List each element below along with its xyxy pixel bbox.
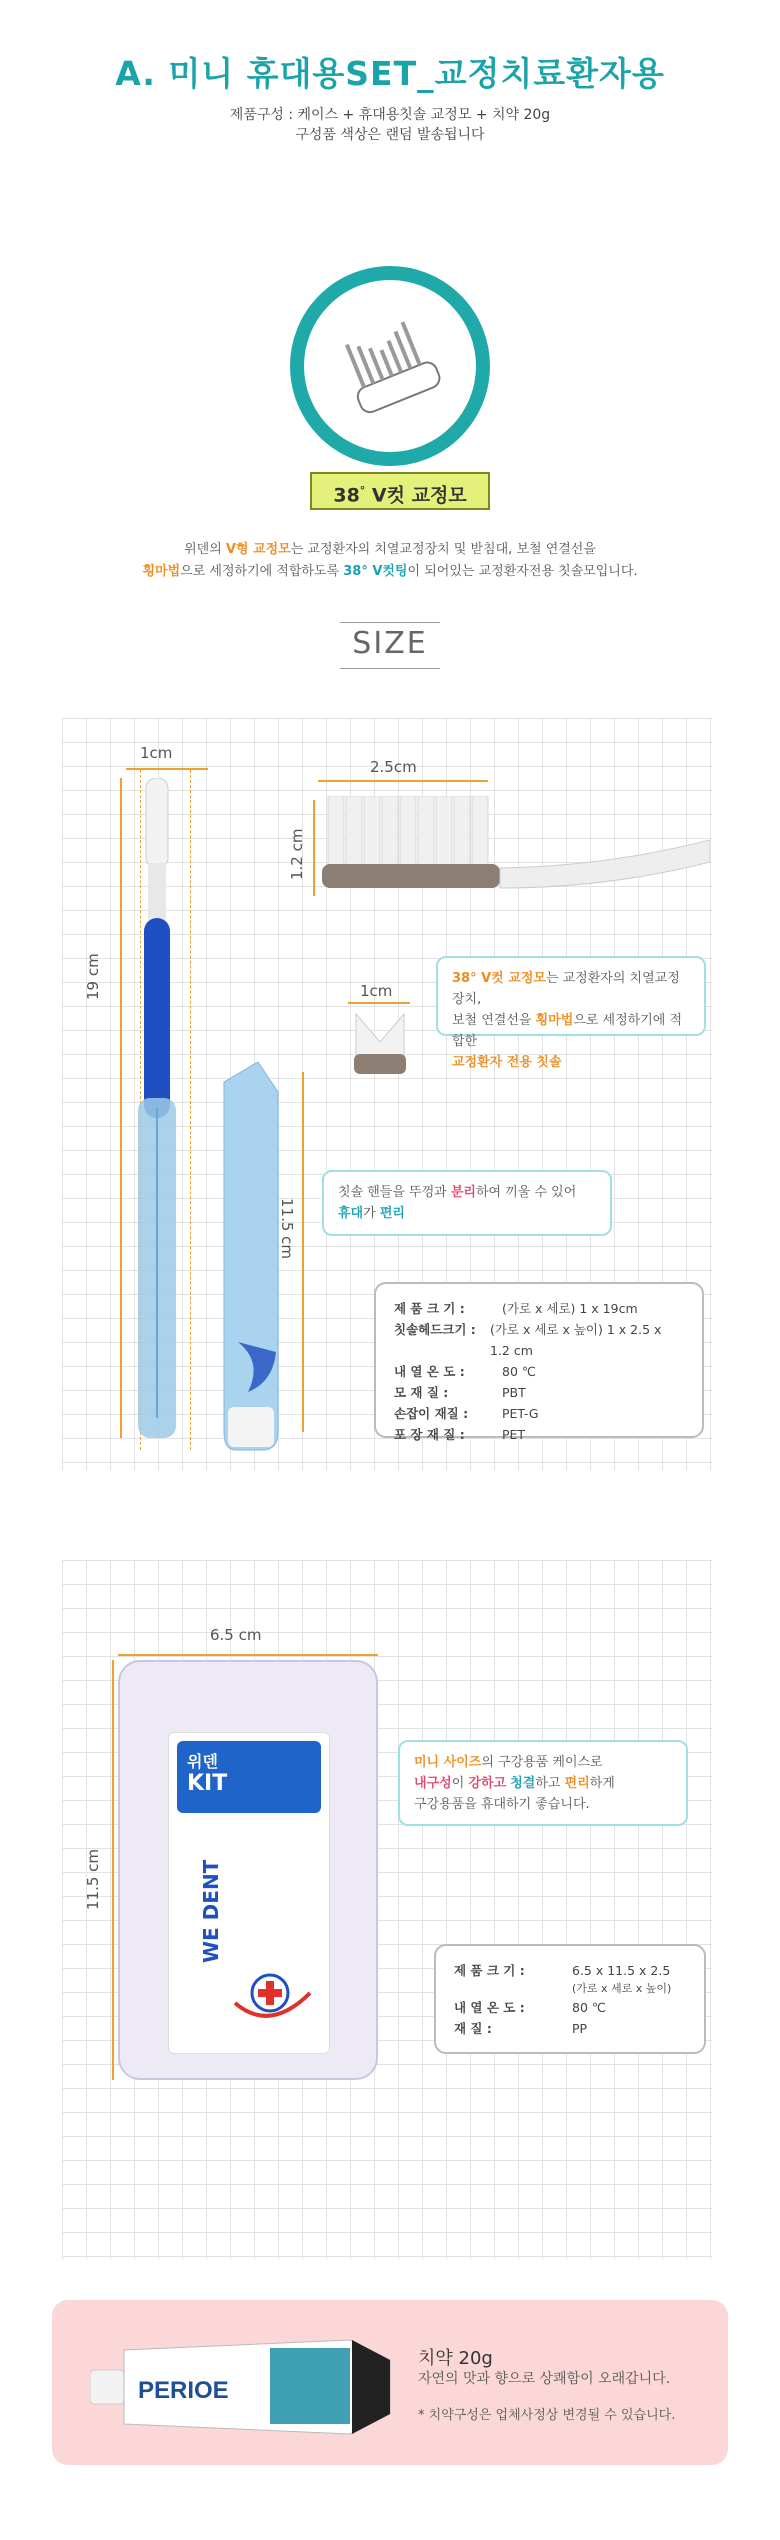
case-width-label: 6.5 cm: [210, 1626, 262, 1644]
case-image: [118, 1660, 378, 2080]
brand-logo: WE DENT: [199, 1859, 223, 1963]
handle-callout: 칫솔 핸들을 뚜껑과 분리하여 끼울 수 있어 휴대가 편리: [322, 1170, 612, 1236]
spec-row: 제 품 크 기 : (가로 x 세로) 1 x 19cm: [394, 1301, 638, 1316]
brush-width-label: 1cm: [140, 744, 173, 762]
feature-desc-line1: 위덴의 V형 교정모는 교정환자의 치열교정장치 및 받침대, 보철 연결선을: [184, 542, 596, 557]
spec-row: 내 열 온 도 : 80 ℃: [454, 2000, 606, 2015]
case-height-label: 11.5 cm: [84, 1848, 102, 1910]
color-note: 구성품 색상은 랜덤 발송됩니다: [295, 127, 485, 143]
case-length-line: [302, 1072, 304, 1432]
case-length-label: 11.5 cm: [278, 1198, 296, 1260]
brush-head-image: [318, 796, 710, 904]
spec-row: 모 재 질 : PBT: [394, 1385, 526, 1400]
head-height-line: [313, 800, 315, 896]
tip-width-line: [348, 1002, 410, 1004]
toothpaste-image: [90, 2330, 400, 2440]
v-cut-tip-image: [352, 1006, 408, 1076]
feature-desc-line2: 횡마법으로 세정하기에 적합하도록 38° V컷팅이 되어있는 교정환자전용 칫솔모입니다.: [142, 564, 638, 579]
spec-row: 내 열 온 도 : 80 ℃: [394, 1364, 536, 1379]
kit-title-en: KIT: [187, 1771, 228, 1796]
toothpaste-title: 치약 20g: [418, 2348, 493, 2369]
kit-title-kr: 위덴: [187, 1752, 218, 1771]
bristle-icon-circle: [290, 266, 490, 466]
v-cut-callout: 38° V컷 교정모는 교정환자의 치열교정장치, 보철 연결선을 횡마법으로 세정하기에 적합한 교정환자 전용 칫솔: [436, 956, 706, 1036]
head-width-label: 2.5cm: [370, 758, 417, 776]
spec-row: 제 품 크 기 : 6.5 x 11.5 x 2.5: [454, 1963, 671, 1978]
case-height-line: [112, 1660, 114, 2080]
toothbrush-image: [126, 778, 206, 1448]
toothpaste-brand: PERIOE: [138, 2377, 229, 2404]
brush-length-label: 19 cm: [84, 953, 102, 1000]
spec-row: 포 장 재 질 : PET: [394, 1427, 526, 1442]
page-title: A. 미니 휴대용SET_교정치료환자용: [115, 54, 665, 93]
spec-row: 손잡이 재질 : PET-G: [394, 1406, 539, 1421]
toothpaste-note: * 치약구성은 업체사정상 변경될 수 있습니다.: [418, 2408, 676, 2423]
toothbrush-spec-box: [374, 1282, 704, 1442]
heart-cross-icon: [225, 1963, 315, 2033]
spec-row: 재 질 : PP: [454, 2021, 588, 2036]
v-cut-badge: 38° V컷 교정모: [310, 472, 490, 510]
brush-width-line: [126, 768, 208, 770]
spec-row: (가로 x 세로 x 높이): [572, 1982, 672, 1995]
kit-header: [177, 1741, 321, 1813]
composition-text: 제품구성 : 케이스 + 휴대용칫솔 교정모 + 치약 20g: [229, 107, 551, 123]
v-cut-bristle-icon: [304, 280, 476, 452]
case-spec-box: [434, 1944, 706, 2054]
size-heading: SIZE: [352, 626, 428, 661]
size-line-bottom: [340, 668, 440, 669]
spec-row: 칫솔헤드크기 : (가로 x 세로 x 높이) 1 x 2.5 x 1.2 cm: [394, 1322, 662, 1358]
brush-length-line: [120, 778, 122, 1438]
toothpaste-desc: 자연의 맛과 향으로 상쾌함이 오래갑니다.: [418, 2371, 671, 2387]
case-width-line: [118, 1654, 378, 1656]
toothbrush-case-image: [218, 1062, 284, 1452]
head-height-label: 1.2 cm: [288, 828, 306, 880]
case-callout: 미니 사이즈의 구강용품 케이스로 내구성이 강하고 청결하고 편리하게 구강용품을 휴대하기 좋습니다.: [398, 1740, 688, 1826]
case-card: [168, 1732, 330, 2054]
tip-width-label: 1cm: [360, 982, 393, 1000]
head-width-line: [318, 780, 488, 782]
